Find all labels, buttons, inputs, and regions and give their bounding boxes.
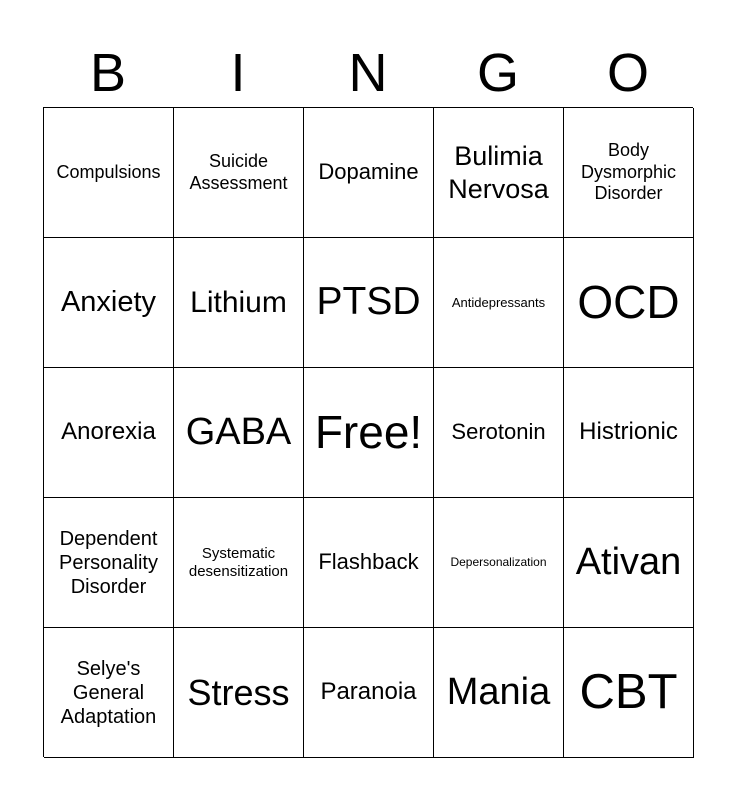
bingo-cell: Anxiety [44,238,174,368]
bingo-cell: Free! [304,368,434,498]
bingo-cell: Suicide Assessment [174,108,304,238]
header-letter-g: G [476,43,519,103]
bingo-cell: Selye's General Adaptation [44,628,174,758]
bingo-header [43,38,693,108]
bingo-cell: Anorexia [44,368,174,498]
bingo-cell: Dependent Personality Disorder [44,498,174,628]
bingo-cell: Depersonalization [434,498,564,628]
header-letter-n: N [348,43,388,103]
bingo-cell: Systematic desensitization [174,498,304,628]
bingo-cell: PTSD [304,238,434,368]
bingo-cell: Histrionic [564,368,694,498]
bingo-cell: GABA [174,368,304,498]
bingo-cell: Serotonin [434,368,564,498]
bingo-cell: Compulsions [44,108,174,238]
bingo-cell: Stress [174,628,304,758]
bingo-cell: Lithium [174,238,304,368]
bingo-cell: Paranoia [304,628,434,758]
bingo-cell: Dopamine [304,108,434,238]
bingo-board [43,107,693,757]
header-letter-b: B [89,43,127,103]
header-letter-i: I [230,43,246,103]
bingo-cell: Ativan [564,498,694,628]
bingo-cell: Body Dysmorphic Disorder [564,108,694,238]
bingo-cell: Bulimia Nervosa [434,108,564,238]
bingo-cell: OCD [564,238,694,368]
bingo-cell: Antidepressants [434,238,564,368]
bingo-cell: CBT [564,628,694,758]
header-letter-o: O [606,43,649,103]
bingo-cell: Mania [434,628,564,758]
bingo-cell: Flashback [304,498,434,628]
